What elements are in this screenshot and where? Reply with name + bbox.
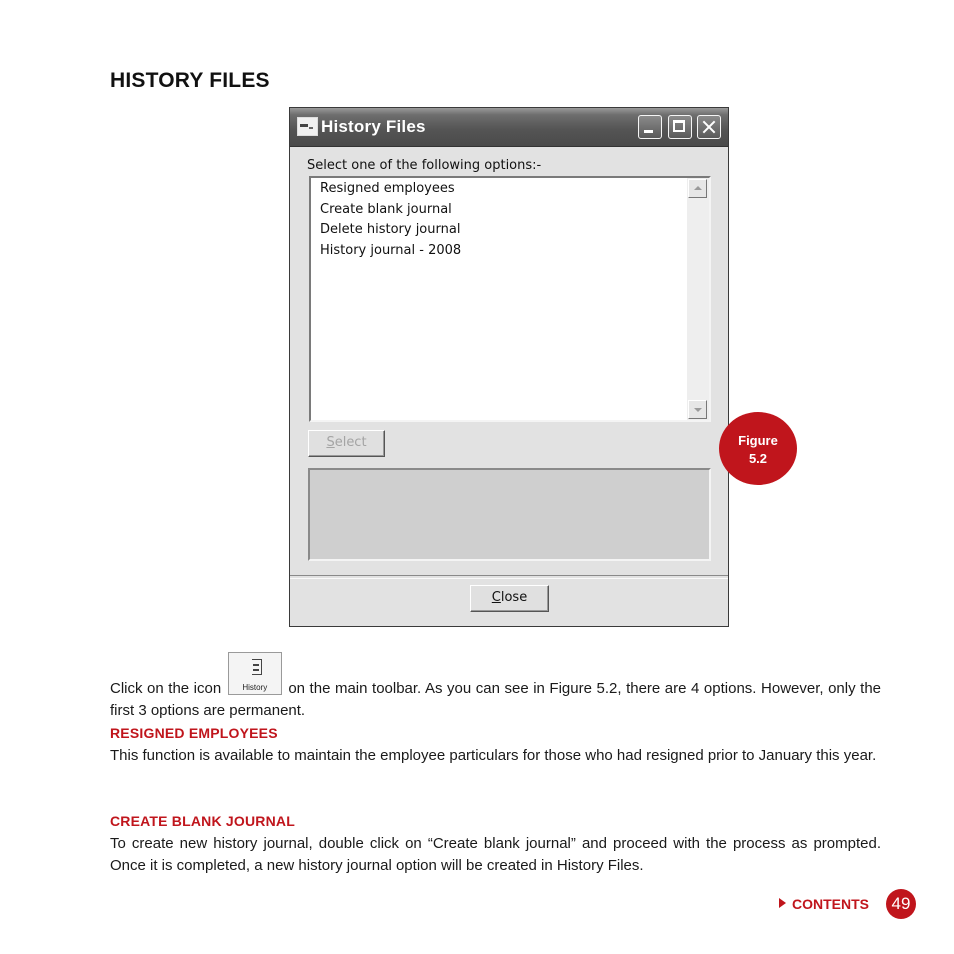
intro-before-icon: Click on the icon xyxy=(110,680,222,697)
list-item-create-blank-journal[interactable]: Create blank journal xyxy=(320,201,452,217)
options-listbox[interactable] xyxy=(309,176,711,422)
section-text-resigned: This function is available to maintain the employee particulars for those who had resigned prior to January this year. xyxy=(110,747,877,764)
select-button[interactable] xyxy=(308,430,385,457)
contents-label: CONTENTS xyxy=(792,896,869,912)
contents-link[interactable] xyxy=(779,896,869,912)
history-icon xyxy=(252,659,262,675)
close-label: lose xyxy=(500,590,528,605)
minimize-icon[interactable] xyxy=(638,115,662,139)
section-heading-resigned: RESIGNED EMPLOYEES xyxy=(110,725,278,741)
maximize-icon[interactable] xyxy=(668,115,692,139)
vertical-scrollbar[interactable] xyxy=(687,178,709,420)
close-mnemonic: C xyxy=(491,590,501,605)
close-icon[interactable] xyxy=(697,115,721,139)
options-list xyxy=(320,179,461,261)
intro-after-icon: on the main toolbar. As you can see in Figure 5.2, there are 4 options. However, only the first 3 options are permanent. xyxy=(110,680,882,719)
scroll-up-icon[interactable] xyxy=(688,179,707,198)
history-files-window xyxy=(289,107,729,627)
select-mnemonic: S xyxy=(326,435,335,450)
section-heading-create: CREATE BLANK JOURNAL xyxy=(110,813,295,829)
page-number: 49 xyxy=(886,889,916,919)
select-label: elect xyxy=(334,435,367,450)
window-title: History Files xyxy=(321,117,426,136)
info-panel xyxy=(308,468,711,561)
scroll-down-icon[interactable] xyxy=(688,400,707,419)
window-titlebar[interactable] xyxy=(290,108,728,147)
arrow-right-icon xyxy=(779,898,786,908)
list-item-delete-history-journal[interactable]: Delete history journal xyxy=(320,222,461,237)
history-toolbar-button[interactable] xyxy=(228,652,282,695)
section-text-create: To create new history journal, double click on “Create blank journal” and proceed with the process as prompted. Once it is completed, a new history journal option will be created in History Files. xyxy=(110,835,881,874)
figure-number: 5.2 xyxy=(748,451,768,466)
window-divider xyxy=(290,575,728,579)
intro-paragraph xyxy=(110,656,881,722)
options-prompt: Select one of the following options:- xyxy=(307,158,542,173)
list-item-resigned-employees[interactable]: Resigned employees xyxy=(320,181,455,196)
figure-badge xyxy=(719,412,797,485)
list-item-history-journal-2008[interactable]: History journal - 2008 xyxy=(320,242,462,258)
page-title: HISTORY FILES xyxy=(110,69,270,92)
app-icon[interactable] xyxy=(297,117,318,136)
figure-label: Figure xyxy=(738,433,778,448)
close-button[interactable] xyxy=(470,585,549,612)
history-button-label: History xyxy=(242,683,268,692)
